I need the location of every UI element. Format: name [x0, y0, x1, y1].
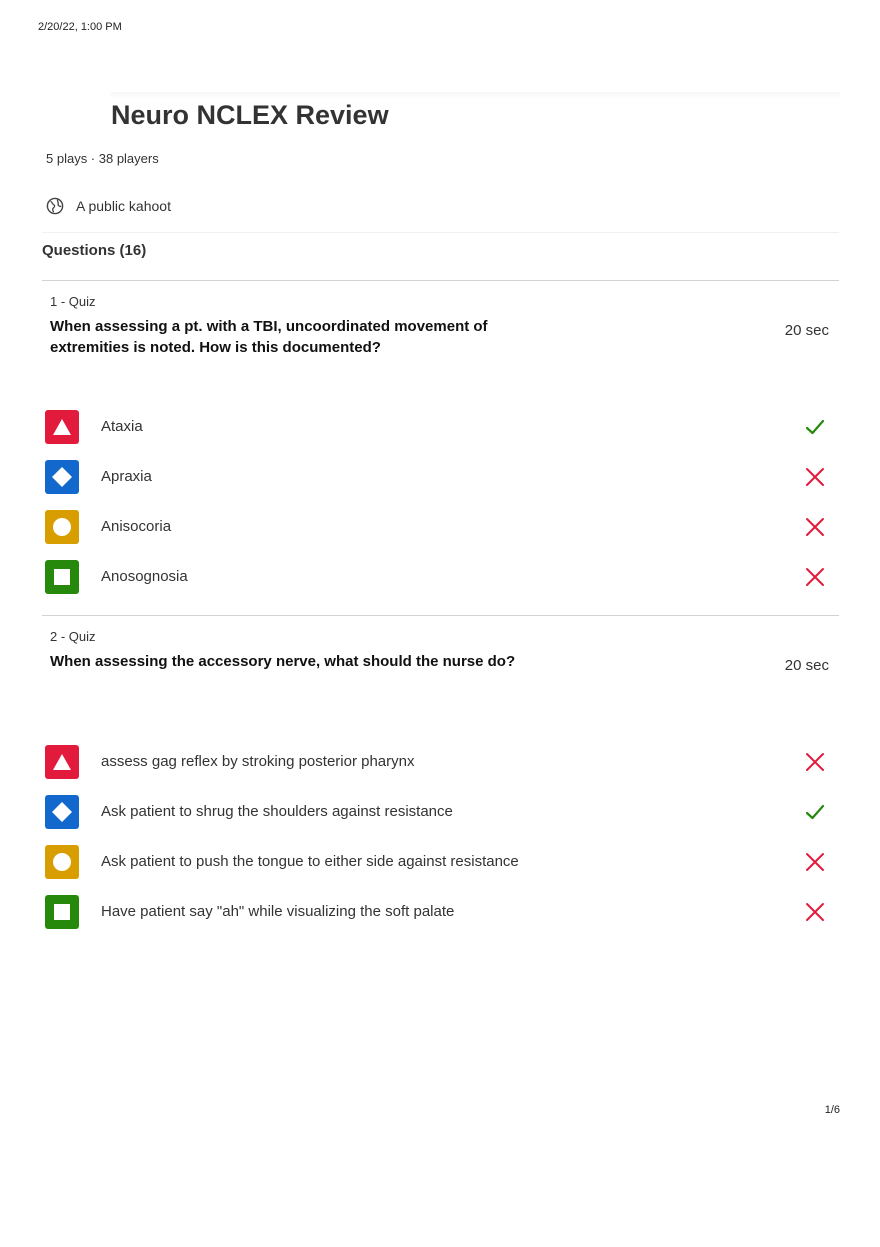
- answer-row: [42, 509, 839, 545]
- visibility-label: A public kahoot: [76, 198, 171, 214]
- square-icon: [45, 560, 79, 594]
- cross-icon: [804, 466, 826, 488]
- question-card-2[interactable]: [42, 615, 839, 945]
- triangle-icon: [45, 410, 79, 444]
- question-time: 20 sec: [784, 657, 829, 674]
- page-number: 1/6: [824, 1104, 840, 1116]
- answer-text: assess gag reflex by stroking posterior pharynx: [101, 753, 415, 770]
- check-icon: [804, 416, 826, 438]
- question-divider: [42, 615, 839, 616]
- answer-text: Anosognosia: [101, 568, 188, 585]
- globe-icon: [46, 197, 64, 215]
- cross-icon: [804, 516, 826, 538]
- answer-row: [42, 894, 839, 930]
- diamond-icon: [45, 795, 79, 829]
- circle-icon: [45, 845, 79, 879]
- cross-icon: [804, 751, 826, 773]
- question-text: When assessing a pt. with a TBI, uncoordinated movement of extremities is noted. How is this documented?: [50, 318, 488, 356]
- answer-row: [42, 409, 839, 445]
- print-date: 2/20/22, 1:00 PM: [38, 21, 122, 33]
- question-time: 20 sec: [784, 322, 829, 339]
- answer-row: [42, 794, 839, 830]
- question-type: 2 - Quiz: [50, 629, 96, 644]
- section-divider: [42, 232, 839, 233]
- page-title: Neuro NCLEX Review: [111, 100, 389, 130]
- triangle-icon: [45, 745, 79, 779]
- question-card-1[interactable]: [42, 280, 839, 610]
- plays-players-meta: 5 plays · 38 players: [46, 151, 159, 166]
- answer-text: Ask patient to push the tongue to either side against resistance: [101, 853, 519, 870]
- question-divider: [42, 280, 839, 281]
- answer-row: [42, 559, 839, 595]
- cross-icon: [804, 566, 826, 588]
- square-icon: [45, 895, 79, 929]
- answer-row: [42, 744, 839, 780]
- answer-text: Have patient say "ah" while visualizing the soft palate: [101, 903, 455, 920]
- question-type: 1 - Quiz: [50, 294, 96, 309]
- answer-text: Ataxia: [101, 418, 143, 435]
- title-band: [110, 92, 840, 100]
- visibility-row: [46, 197, 171, 215]
- answer-row: [42, 459, 839, 495]
- questions-heading: Questions (16): [42, 242, 147, 259]
- answer-text: Anisocoria: [101, 518, 172, 535]
- answer-text: Ask patient to shrug the shoulders against resistance: [101, 803, 453, 820]
- diamond-icon: [45, 460, 79, 494]
- question-text: When assessing the accessory nerve, what should the nurse do?: [50, 653, 516, 670]
- cross-icon: [804, 901, 826, 923]
- answer-text: Apraxia: [101, 468, 152, 485]
- answer-row: [42, 844, 839, 880]
- cross-icon: [804, 851, 826, 873]
- circle-icon: [45, 510, 79, 544]
- check-icon: [804, 801, 826, 823]
